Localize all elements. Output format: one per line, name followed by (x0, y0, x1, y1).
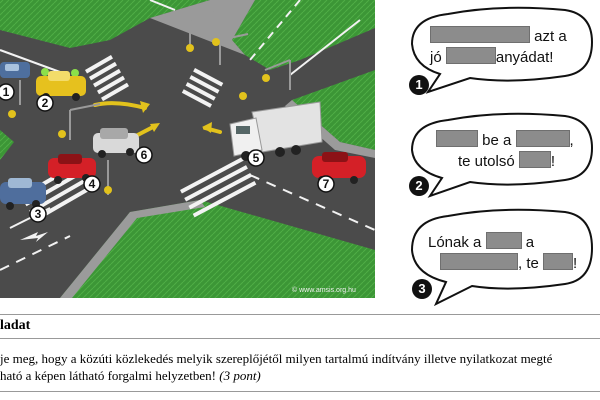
bubble-1-fragment: azt a (534, 28, 567, 45)
intersection-illustration (0, 0, 375, 298)
redacted-word (430, 26, 530, 43)
bubble-2-fragment: te utolsó (458, 153, 515, 170)
bubble-2-fragment: , (569, 132, 574, 149)
redacted-word (446, 47, 496, 64)
bubble-2-number: 2 (409, 176, 429, 196)
bubble-3-text (428, 232, 577, 274)
bubble-3-number: 3 (412, 279, 432, 299)
task-line-2 (0, 367, 600, 384)
marker-3 (30, 206, 46, 222)
bubble-3-fragment: Lónak a (428, 234, 482, 251)
marker-6 (136, 147, 152, 163)
divider-mid (0, 338, 600, 339)
svg-text:2: 2 (41, 96, 49, 110)
blue-car-top-left (0, 62, 30, 78)
divider-bottom (0, 391, 600, 392)
redacted-word (516, 130, 570, 147)
svg-text:7: 7 (322, 177, 330, 191)
marker-4 (84, 176, 100, 192)
redacted-word (486, 232, 522, 249)
svg-text:6: 6 (140, 148, 148, 162)
svg-text:4: 4 (88, 177, 96, 191)
bubble-1-number: 1 (409, 75, 429, 95)
copyright-text: © www.amsis.org.hu (292, 287, 356, 294)
bubble-3-line-2 (428, 253, 577, 274)
task-title: ladat (0, 318, 31, 333)
redacted-word (543, 253, 573, 270)
bubble-1-fragment: jó (430, 49, 442, 66)
bubble-2-line-1 (436, 130, 574, 151)
marker-1 (0, 84, 14, 100)
task-line-1: je meg, hogy a közúti közlekedés melyik szereplőjétől milyen tartalmú indítvány illetve nyilatkozat megté (0, 351, 553, 366)
bubble-3-fragment: , te (518, 255, 539, 272)
bubble-2-text (436, 130, 574, 172)
task-line-2-text: ható a képen látható forgalmi helyzetben! (0, 368, 216, 383)
bubble-2-fragment: be a (482, 132, 512, 149)
bubble-3-fragment: a (525, 234, 535, 251)
redacted-word (519, 151, 551, 168)
svg-text:1: 1 (2, 85, 10, 99)
svg-text:3: 3 (34, 207, 42, 221)
marker-7 (318, 176, 334, 192)
marker-5 (248, 150, 264, 166)
bubble-1-fragment: anyádat! (495, 49, 554, 66)
task-points: (3 pont) (219, 368, 261, 383)
bubble-1-line-2 (430, 47, 567, 68)
bubble-3-line-1 (428, 232, 577, 253)
redacted-word (440, 253, 518, 270)
bubble-2-line-2 (436, 151, 574, 172)
svg-text:5: 5 (252, 151, 260, 165)
bubble-1-text (430, 26, 567, 68)
marker-2 (37, 95, 53, 111)
bubble-1-line-1 (430, 26, 567, 47)
task-description (0, 350, 600, 384)
redacted-word (436, 130, 478, 147)
bubble-3-fragment: ! (573, 255, 578, 272)
divider-top (0, 314, 600, 315)
bubble-2-fragment: ! (550, 153, 556, 170)
